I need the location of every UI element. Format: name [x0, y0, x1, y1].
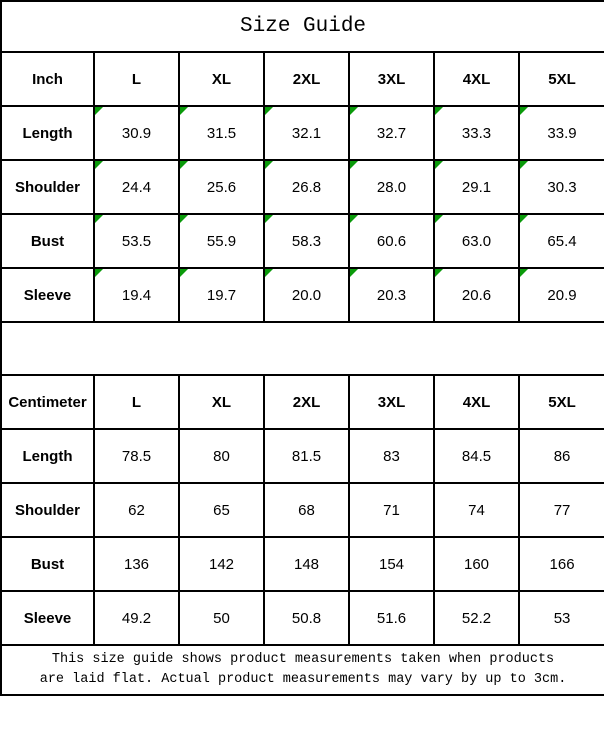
size-header-cell: L	[94, 52, 179, 106]
table-row	[1, 160, 604, 214]
size-value: 29.1	[461, 178, 492, 196]
size-value-cell	[94, 268, 179, 322]
size-value-cell: 80	[179, 429, 264, 483]
size-value-cell: 166	[519, 537, 604, 591]
unit-header-inch: Inch	[1, 52, 94, 106]
size-header-cell: 2XL	[264, 375, 349, 429]
corner-marker-icon	[95, 161, 103, 169]
size-value-cell	[179, 160, 264, 214]
table-row	[1, 483, 604, 537]
size-value-cell: 62	[94, 483, 179, 537]
size-value-cell	[264, 106, 349, 160]
corner-marker-icon	[265, 161, 273, 169]
corner-marker-icon	[350, 107, 358, 115]
size-value-cell	[434, 106, 519, 160]
size-value: 24.4	[121, 178, 152, 196]
corner-marker-icon	[435, 269, 443, 277]
table-row	[1, 106, 604, 160]
size-value-cell	[519, 268, 604, 322]
corner-marker-icon	[350, 161, 358, 169]
size-value: 30.9	[121, 124, 152, 142]
size-value: 20.9	[547, 286, 577, 304]
inch-header-row	[1, 52, 604, 106]
size-value-cell: 83	[349, 429, 434, 483]
title-row	[1, 1, 604, 52]
size-value: 30.3	[547, 178, 577, 196]
size-value-cell	[434, 160, 519, 214]
size-value: 32.7	[376, 124, 407, 142]
size-header-cell: 2XL	[264, 52, 349, 106]
size-value-cell: 81.5	[264, 429, 349, 483]
size-value: 26.8	[291, 178, 322, 196]
size-value: 20.6	[461, 286, 492, 304]
corner-marker-icon	[520, 161, 528, 169]
measure-label: Bust	[1, 214, 94, 268]
footer-note	[1, 645, 604, 695]
size-value-cell: 84.5	[434, 429, 519, 483]
size-value-cell	[349, 214, 434, 268]
corner-marker-icon	[435, 161, 443, 169]
size-value-cell	[179, 214, 264, 268]
size-value-cell: 52.2	[434, 591, 519, 645]
size-value-cell: 71	[349, 483, 434, 537]
size-value-cell: 136	[94, 537, 179, 591]
size-header-cell: 4XL	[434, 52, 519, 106]
size-value-cell	[94, 160, 179, 214]
size-value-cell	[349, 106, 434, 160]
size-value-cell: 78.5	[94, 429, 179, 483]
size-value: 53.5	[121, 232, 152, 250]
corner-marker-icon	[265, 107, 273, 115]
size-header-cell: L	[94, 375, 179, 429]
measure-label: Length	[1, 106, 94, 160]
size-value-cell	[519, 160, 604, 214]
measure-label: Sleeve	[1, 591, 94, 645]
size-value: 28.0	[376, 178, 407, 196]
size-value-cell	[349, 268, 434, 322]
corner-marker-icon	[350, 269, 358, 277]
size-value-cell: 68	[264, 483, 349, 537]
size-value-cell: 50	[179, 591, 264, 645]
size-value-cell	[434, 214, 519, 268]
size-value: 33.9	[547, 124, 577, 142]
table-row	[1, 537, 604, 591]
table-row	[1, 591, 604, 645]
cm-header-row	[1, 375, 604, 429]
size-value-cell: 142	[179, 537, 264, 591]
corner-marker-icon	[520, 269, 528, 277]
size-value-cell	[179, 268, 264, 322]
corner-marker-icon	[265, 215, 273, 223]
corner-marker-icon	[435, 107, 443, 115]
size-value-cell: 154	[349, 537, 434, 591]
size-value: 20.3	[376, 286, 407, 304]
size-header-cell: 4XL	[434, 375, 519, 429]
measure-label: Length	[1, 429, 94, 483]
size-value: 31.5	[206, 124, 237, 142]
footer-note-line1: This size guide shows product measurements taken when products	[51, 651, 555, 667]
size-value: 32.1	[291, 124, 322, 142]
unit-header-cm: Centimeter	[1, 375, 94, 429]
size-value: 58.3	[291, 232, 322, 250]
size-value-cell: 53	[519, 591, 604, 645]
size-header-cell: XL	[179, 52, 264, 106]
size-value: 19.4	[121, 286, 152, 304]
size-header-cell: 5XL	[519, 52, 604, 106]
size-header-cell: 3XL	[349, 375, 434, 429]
size-value-cell: 86	[519, 429, 604, 483]
table-row	[1, 429, 604, 483]
size-value: 25.6	[206, 178, 237, 196]
corner-marker-icon	[520, 215, 528, 223]
corner-marker-icon	[435, 215, 443, 223]
corner-marker-icon	[180, 107, 188, 115]
size-value-cell: 148	[264, 537, 349, 591]
corner-marker-icon	[180, 215, 188, 223]
size-value: 65.4	[547, 232, 577, 250]
size-value: 19.7	[206, 286, 237, 304]
size-value-cell: 74	[434, 483, 519, 537]
corner-marker-icon	[95, 215, 103, 223]
size-header-cell: 3XL	[349, 52, 434, 106]
size-value-cell	[349, 160, 434, 214]
corner-marker-icon	[520, 107, 528, 115]
size-value-cell	[264, 160, 349, 214]
measure-label: Sleeve	[1, 268, 94, 322]
spacer-row	[1, 322, 604, 375]
size-value: 60.6	[376, 232, 407, 250]
measure-label: Bust	[1, 537, 94, 591]
size-value-cell	[179, 106, 264, 160]
corner-marker-icon	[95, 269, 103, 277]
size-value-cell	[94, 214, 179, 268]
size-value-cell: 50.8	[264, 591, 349, 645]
corner-marker-icon	[180, 269, 188, 277]
corner-marker-icon	[180, 161, 188, 169]
size-value: 33.3	[461, 124, 492, 142]
measure-label: Shoulder	[1, 483, 94, 537]
size-value-cell	[434, 268, 519, 322]
size-value-cell	[264, 214, 349, 268]
corner-marker-icon	[265, 269, 273, 277]
spacer-cell	[1, 322, 604, 375]
size-value-cell	[94, 106, 179, 160]
corner-marker-icon	[95, 107, 103, 115]
size-value-cell: 49.2	[94, 591, 179, 645]
measure-label: Shoulder	[1, 160, 94, 214]
size-value-cell: 51.6	[349, 591, 434, 645]
size-header-cell: 5XL	[519, 375, 604, 429]
size-value: 20.0	[291, 286, 322, 304]
size-value-cell: 160	[434, 537, 519, 591]
size-value: 55.9	[206, 232, 237, 250]
size-value-cell: 77	[519, 483, 604, 537]
footer-row	[1, 645, 604, 695]
size-value: 63.0	[461, 232, 492, 250]
corner-marker-icon	[350, 215, 358, 223]
size-header-cell: XL	[179, 375, 264, 429]
size-value-cell: 65	[179, 483, 264, 537]
footer-note-line2: are laid flat. Actual product measurements may vary by up to 3cm.	[39, 672, 567, 687]
table-row	[1, 214, 604, 268]
page-title: Size Guide	[1, 1, 604, 52]
table-row	[1, 268, 604, 322]
size-value-cell	[264, 268, 349, 322]
size-value-cell	[519, 106, 604, 160]
size-value-cell	[519, 214, 604, 268]
